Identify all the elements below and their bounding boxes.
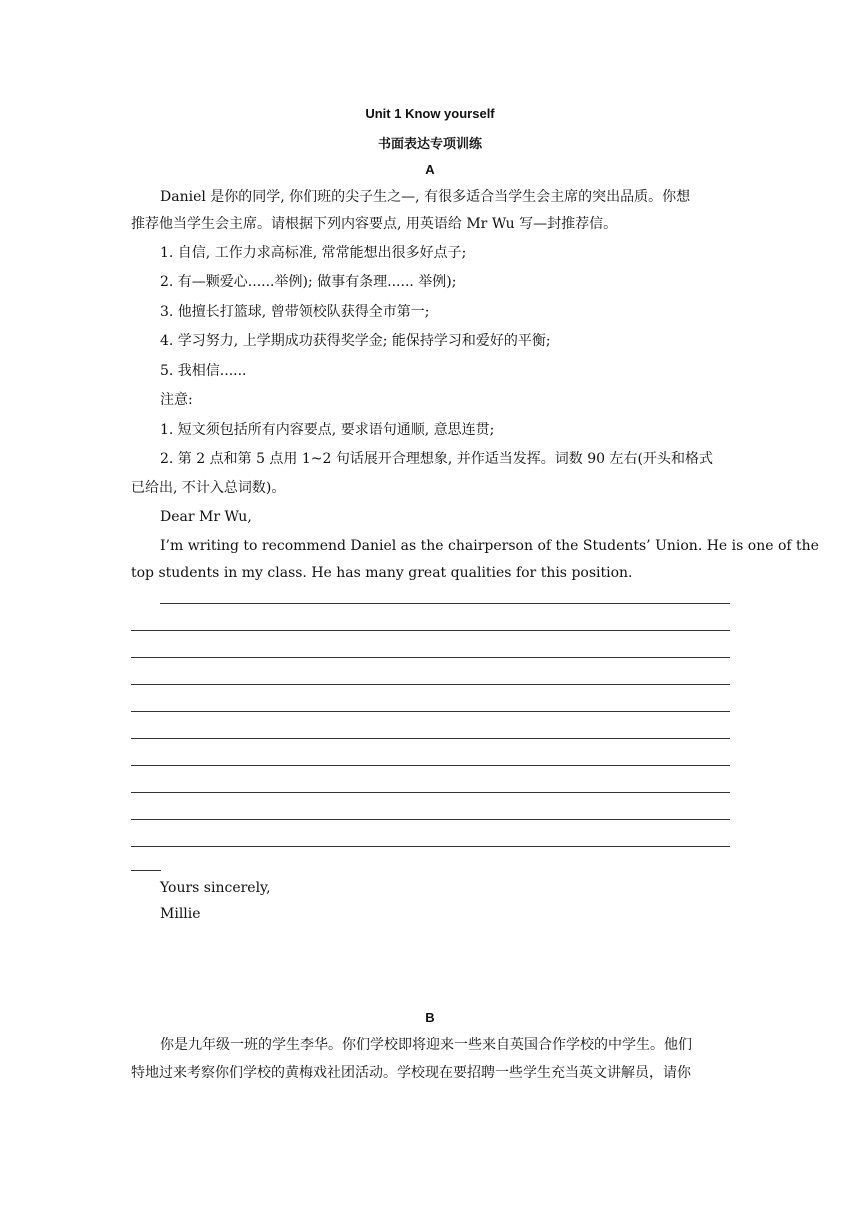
writing-line[interactable] bbox=[131, 819, 730, 820]
note-1: 1. 短文须包括所有内容要点, 要求语句通顺, 意思连贯; bbox=[160, 422, 495, 438]
point-2: 2. 有—颗爱心......举例); 做事有条理...... 举例); bbox=[160, 274, 457, 290]
point-1: 1. 自信, 工作力求高标准, 常常能想出很多好点子; bbox=[160, 245, 467, 261]
section-subtitle: 书面表达专项训练 bbox=[377, 136, 482, 151]
intro-line-2: 推荐他当学生会主席。请根据下列内容要点, 用英语给 Mr Wu 写—封推荐信。 bbox=[131, 216, 618, 232]
note-2: 2. 第 2 点和第 5 点用 1~2 句话展开合理想象, 并作适当发挥。词数 90 左右(开头和格式 bbox=[160, 451, 713, 467]
opening-line-1: I’m writing to recommend Daniel as the chairperson of the Students’ Union. He is one of the bbox=[160, 538, 819, 554]
closing: Yours sincerely, bbox=[160, 880, 271, 896]
signature: Millie bbox=[160, 906, 201, 922]
section-b-label: B bbox=[425, 1010, 435, 1025]
writing-line[interactable] bbox=[131, 738, 730, 739]
point-5: 5. 我相信...... bbox=[160, 363, 247, 379]
point-3: 3. 他擅长打篮球, 曾带领校队获得全市第一; bbox=[160, 304, 430, 320]
writing-line[interactable] bbox=[131, 684, 730, 685]
section-a-label: A bbox=[425, 162, 435, 177]
writing-line[interactable] bbox=[131, 792, 730, 793]
writing-line[interactable] bbox=[131, 846, 730, 847]
salutation: Dear Mr Wu, bbox=[160, 509, 252, 525]
note-label: 注意: bbox=[160, 392, 193, 408]
note-2-continued: 已给出, 不计入总词数)。 bbox=[131, 480, 286, 496]
writing-line[interactable] bbox=[131, 711, 730, 712]
intro-line-1: Daniel 是你的同学, 你们班的尖子生之—, 有很多适合当学生会主席的突出品质。你想 bbox=[160, 189, 691, 205]
section-b-line-2: 特地过来考察你们学校的黄梅戏社团活动。学校现在要招聘一些学生充当英文讲解员，请你 bbox=[131, 1065, 691, 1081]
writing-line[interactable] bbox=[131, 765, 730, 766]
writing-line[interactable] bbox=[131, 657, 730, 658]
writing-line[interactable] bbox=[131, 630, 730, 631]
unit-title: Unit 1 Know yourself bbox=[365, 106, 495, 121]
writing-line-tail[interactable] bbox=[131, 870, 161, 871]
opening-line-2: top students in my class. He has many great qualities for this position. bbox=[131, 565, 633, 581]
point-4: 4. 学习努力, 上学期成功获得奖学金; 能保持学习和爱好的平衡; bbox=[160, 333, 551, 349]
section-b-line-1: 你是九年级一班的学生李华。你们学校即将迎来一些来自英国合作学校的中学生。他们 bbox=[160, 1037, 692, 1053]
writing-line[interactable] bbox=[160, 603, 730, 604]
